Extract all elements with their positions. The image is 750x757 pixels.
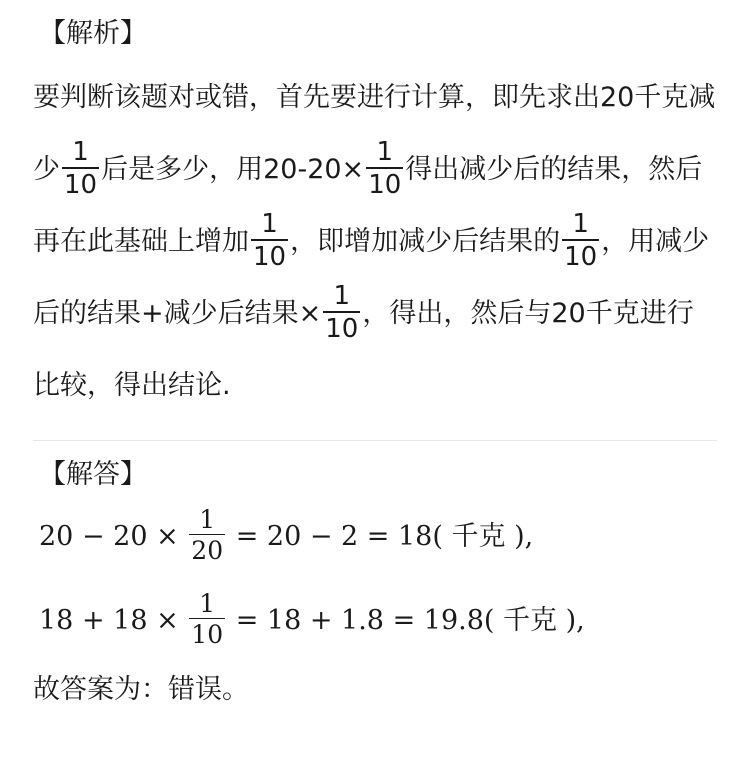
fraction-one-tenth [562,211,599,270]
analysis-text-5: ，用减少后的结果+减少后结果× [33,226,710,329]
fraction-denominator: 10 [325,314,359,344]
fraction-denominator: 10 [368,170,402,200]
fraction-one-tenth [251,211,288,270]
fraction-denominator: 10 [191,619,224,649]
analysis-text-4: ，即增加减少后结果的 [290,226,561,257]
fraction-numerator: 1 [572,209,589,239]
unit-kilogram: 千克 [442,521,515,552]
fraction-numerator: 1 [199,588,216,618]
fraction-denominator: 10 [64,170,98,200]
equation-line-1 [39,495,717,579]
fraction-one-tenth [366,139,403,198]
fraction-denominator: 20 [191,535,224,565]
equation-1-end: ), [514,521,534,552]
solution-heading: 【解答】 [39,459,147,490]
final-answer: 故答案为：错误。 [33,674,249,705]
analysis-text-1: 要判断该题对或错，首先要进行计算，即先求出20千克减少 [33,82,716,185]
fraction-numerator: 1 [376,137,393,167]
analysis-paragraph [33,62,717,422]
equation-1-rhs: = 20 − 2 = 18( [227,521,443,552]
analysis-text-2: 后是多少，用20-20× [101,154,365,185]
section-divider [33,440,717,441]
analysis-heading: 【解析】 [39,18,147,49]
equation-line-2 [39,579,717,663]
unit-kilogram: 千克 [494,605,566,636]
fraction-numerator: 1 [72,137,89,167]
fraction-numerator: 1 [261,209,278,239]
fraction-one-tenth [62,139,99,198]
fraction-denominator: 10 [253,242,287,272]
equation-2-lhs: 18 + 18 × [39,605,188,636]
equation-2-rhs: = 18 + 1.8 = 19.8( [227,605,495,636]
fraction-numerator: 1 [199,504,216,534]
equation-2-end: ), [565,605,585,636]
analysis-text-3: 得出减少后的结果，然后再在此基础上增加 [33,154,703,257]
equation-1-lhs: 20 − 20 × [39,521,188,552]
fraction-denominator: 10 [564,242,598,272]
fraction-numerator: 1 [333,281,351,311]
fraction-one-tenth [189,588,225,649]
fraction-one-tenth [323,283,360,342]
fraction-one-twentieth [189,504,225,565]
analysis-text-6: ，得出，然后与20千克进行比较，得出结论. [33,298,694,401]
